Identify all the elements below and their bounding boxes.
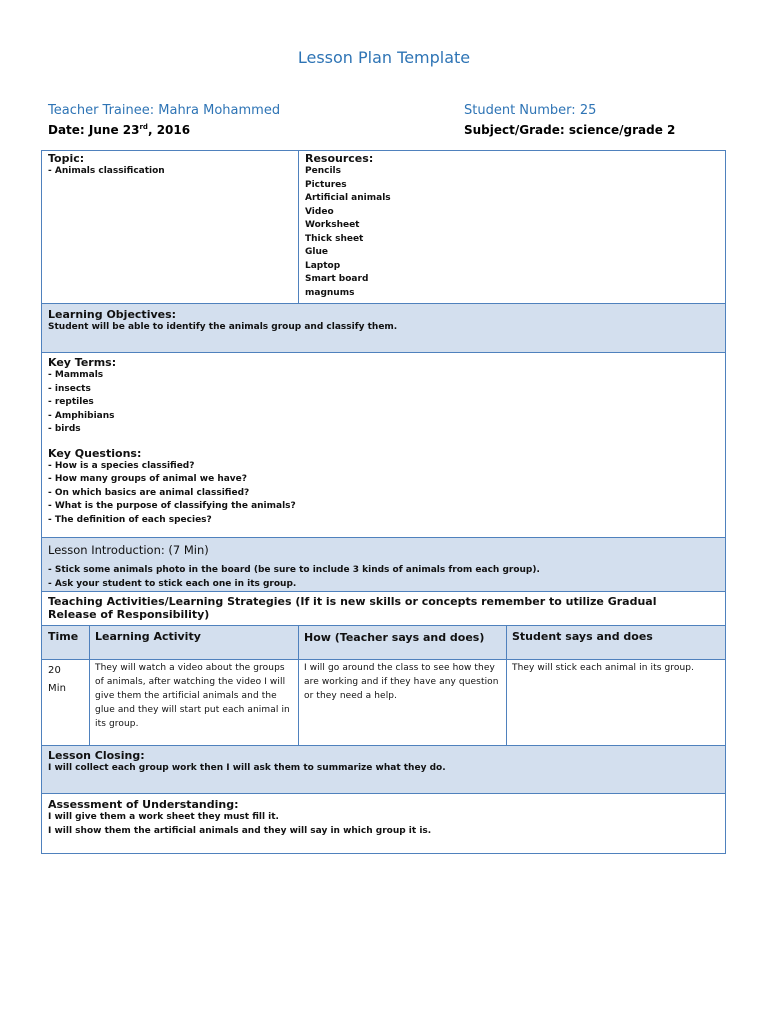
resource-item: Glue xyxy=(305,247,328,257)
resource-item: magnums xyxy=(305,287,355,298)
key-terms-section xyxy=(42,352,725,537)
resource-item: Pictures xyxy=(305,179,347,190)
key-question-item: - On which basics are animal classified? xyxy=(48,487,250,498)
learning-activity-cell: They will watch a video about the groups of animals, after watching the video I will give them the artificial animals and the glue and they will start put each animal in its group. xyxy=(95,663,290,729)
key-term-item: - insects xyxy=(48,383,91,394)
objectives-heading: Learning Objectives: xyxy=(48,308,177,321)
resource-item: Artificial animals xyxy=(305,193,391,203)
introduction-item: - Stick some animals photo in the board (be sure to include 3 kinds of animals from each group). xyxy=(48,565,540,575)
resource-item: Thick sheet xyxy=(305,233,364,244)
topic-section xyxy=(48,152,298,302)
introduction-item: - Ask your student to stick each one in its group. xyxy=(48,578,297,589)
resource-item: Video xyxy=(305,206,334,217)
time-cell xyxy=(48,664,88,696)
subject-grade: Subject/Grade: science/grade 2 xyxy=(464,123,676,137)
resource-item: Laptop xyxy=(305,260,341,271)
resources-heading: Resources: xyxy=(305,152,374,165)
date-text: Date: June 23 xyxy=(48,123,140,137)
date-year: , 2016 xyxy=(147,123,191,137)
key-term-item: - Mammals xyxy=(48,370,104,380)
closing-section xyxy=(42,745,725,793)
student-number: Student Number: 25 xyxy=(464,103,597,118)
key-question-item: - What is the purpose of classifying the animals? xyxy=(48,501,296,511)
column-divider xyxy=(89,660,90,746)
column-divider xyxy=(298,626,299,660)
lesson-date xyxy=(48,123,190,137)
key-questions-heading: Key Questions: xyxy=(48,446,142,460)
objectives-section xyxy=(42,303,725,352)
closing-heading: Lesson Closing: xyxy=(48,749,145,762)
topic-heading: Topic: xyxy=(48,152,85,165)
key-question-item: - How is a species classified? xyxy=(48,460,195,471)
introduction-heading: Lesson Introduction: (7 Min) xyxy=(48,543,209,557)
column-time: Time xyxy=(48,630,79,643)
teaching-heading-line1: Teaching Activities/Learning Strategies (If it is new skills or concepts remember to utilize Gradual xyxy=(48,595,657,608)
key-question-item: - The definition of each species? xyxy=(48,514,212,525)
resources-section xyxy=(298,151,726,303)
column-divider xyxy=(89,626,90,660)
key-term-item: - Amphibians xyxy=(48,410,115,421)
column-divider xyxy=(506,660,507,746)
column-student: Student says and does xyxy=(512,630,653,643)
key-term-item: - reptiles xyxy=(48,397,94,407)
lesson-plan-table xyxy=(41,150,726,854)
activity-table-header xyxy=(42,625,725,659)
activity-row xyxy=(42,659,725,745)
resource-item: Smart board xyxy=(305,274,369,284)
page-title: Lesson Plan Template xyxy=(297,48,471,67)
key-questions-list xyxy=(48,460,719,528)
assessment-heading: Assessment of Understanding: xyxy=(48,798,239,811)
resources-list xyxy=(305,165,726,300)
column-how: How (Teacher says and does) xyxy=(304,631,485,644)
teacher-how-cell: I will go around the class to see how they are working and if they have any question or they need a help. xyxy=(304,663,499,701)
topic-item: - Animals classification xyxy=(48,166,165,176)
closing-text: I will collect each group work then I will ask them to summarize what they do. xyxy=(48,763,446,773)
key-terms-list xyxy=(48,369,719,437)
student-does-cell: They will stick each animal in its group. xyxy=(512,663,695,673)
column-learning-activity: Learning Activity xyxy=(95,630,201,643)
assessment-list xyxy=(48,811,719,838)
key-terms-heading: Key Terms: xyxy=(48,356,117,369)
resource-item: Worksheet xyxy=(305,220,360,230)
time-value: 20 xyxy=(48,665,61,676)
topic-list xyxy=(48,165,298,179)
objectives-text: Student will be able to identify the animals group and classify them. xyxy=(48,322,398,332)
introduction-section xyxy=(42,537,725,591)
resource-item: Pencils xyxy=(305,166,341,176)
column-divider xyxy=(506,626,507,660)
date-ordinal: rd xyxy=(139,123,148,131)
assessment-item: I will give them a work sheet they must fill it. xyxy=(48,812,279,822)
assessment-item: I will show them the artificial animals and they will say in which group it is. xyxy=(48,825,432,836)
assessment-section xyxy=(42,793,725,853)
teaching-heading-line2: Release of Responsibility) xyxy=(48,608,210,621)
teacher-trainee: Teacher Trainee: Mahra Mohammed xyxy=(48,103,281,118)
key-question-item: - How many groups of animal we have? xyxy=(48,474,247,484)
teaching-heading xyxy=(48,595,719,621)
introduction-list xyxy=(48,564,719,591)
key-term-item: - birds xyxy=(48,424,81,434)
time-unit: Min xyxy=(48,683,67,694)
teaching-section xyxy=(42,591,725,625)
column-divider xyxy=(298,660,299,746)
